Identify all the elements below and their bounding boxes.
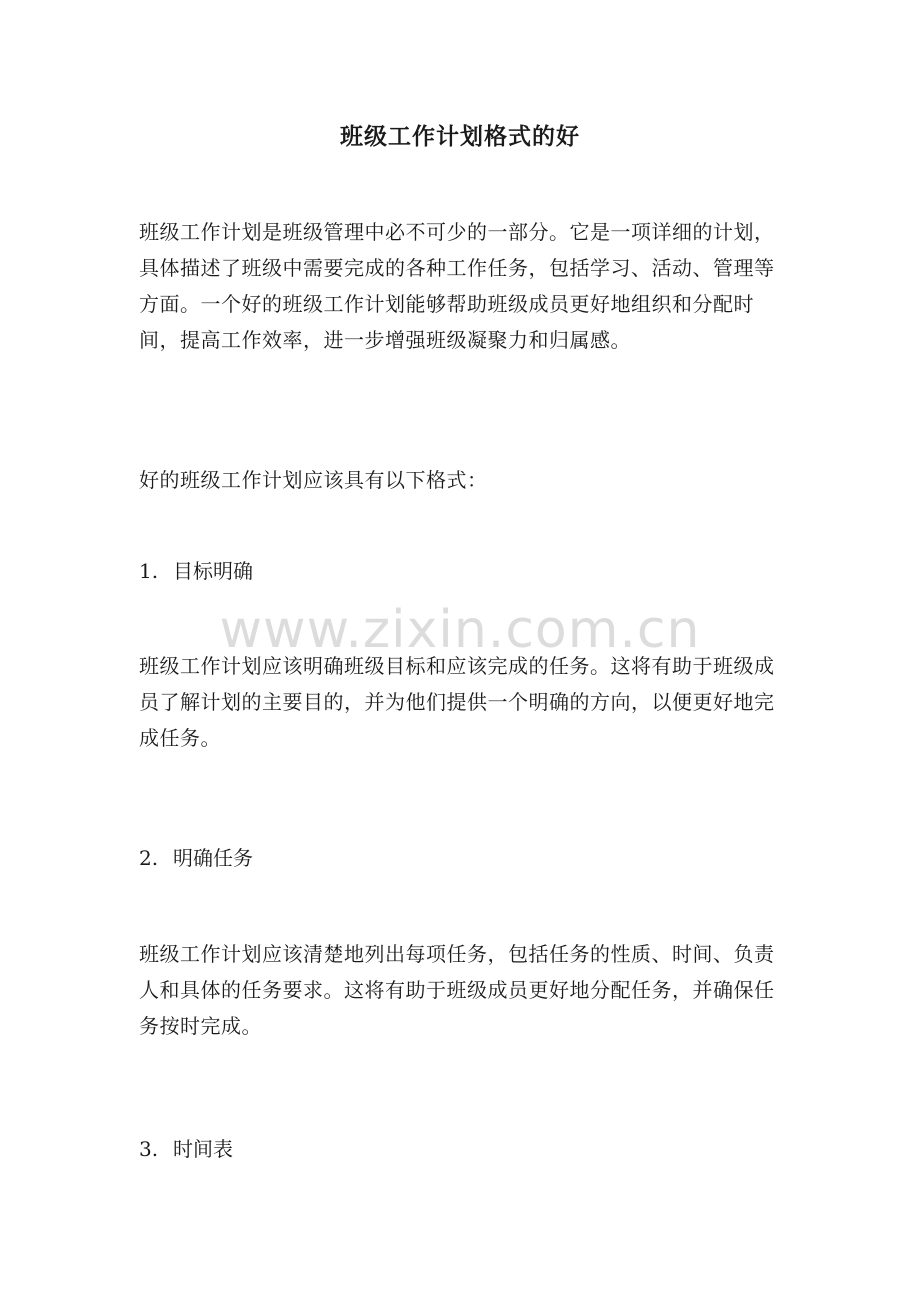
section-1-body: 班级工作计划应该明确班级目标和应该完成的任务。这将有助于班级成员了解计划的主要目的，并为他们提供一个明确的方向，以便更好地完成任务。	[139, 654, 775, 750]
section-3-number: 3.	[139, 1137, 159, 1161]
section-2-body: 班级工作计划应该清楚地列出每项任务，包括任务的性质、时间、负责人和具体的任务要求。这将有助于班级成员更好地分配任务，并确保任务按时完成。	[139, 942, 775, 1038]
lead-in-text: 好的班级工作计划应该具有以下格式：	[139, 468, 488, 492]
section-1-number: 1.	[139, 559, 159, 583]
section-3-heading	[139, 1131, 233, 1167]
section-1-heading	[139, 553, 253, 589]
section-2-heading	[139, 840, 253, 876]
section-3-title: 时间表	[173, 1137, 233, 1161]
section-2-number: 2.	[139, 846, 159, 870]
document-title: 班级工作计划格式的好	[340, 123, 580, 150]
watermark-text: www.zixin.com.cn	[219, 600, 701, 660]
section-2-title: 明确任务	[173, 846, 253, 870]
intro-paragraph: 班级工作计划是班级管理中必不可少的一部分。它是一项详细的计划，具体描述了班级中需要完成的各种工作任务，包括学习、活动、管理等方面。一个好的班级工作计划能够帮助班级成员更好地组织和分配时间，提高工作效率，进一步增强班级凝聚力和归属感。	[139, 220, 775, 352]
section-1-title: 目标明确	[173, 559, 253, 583]
